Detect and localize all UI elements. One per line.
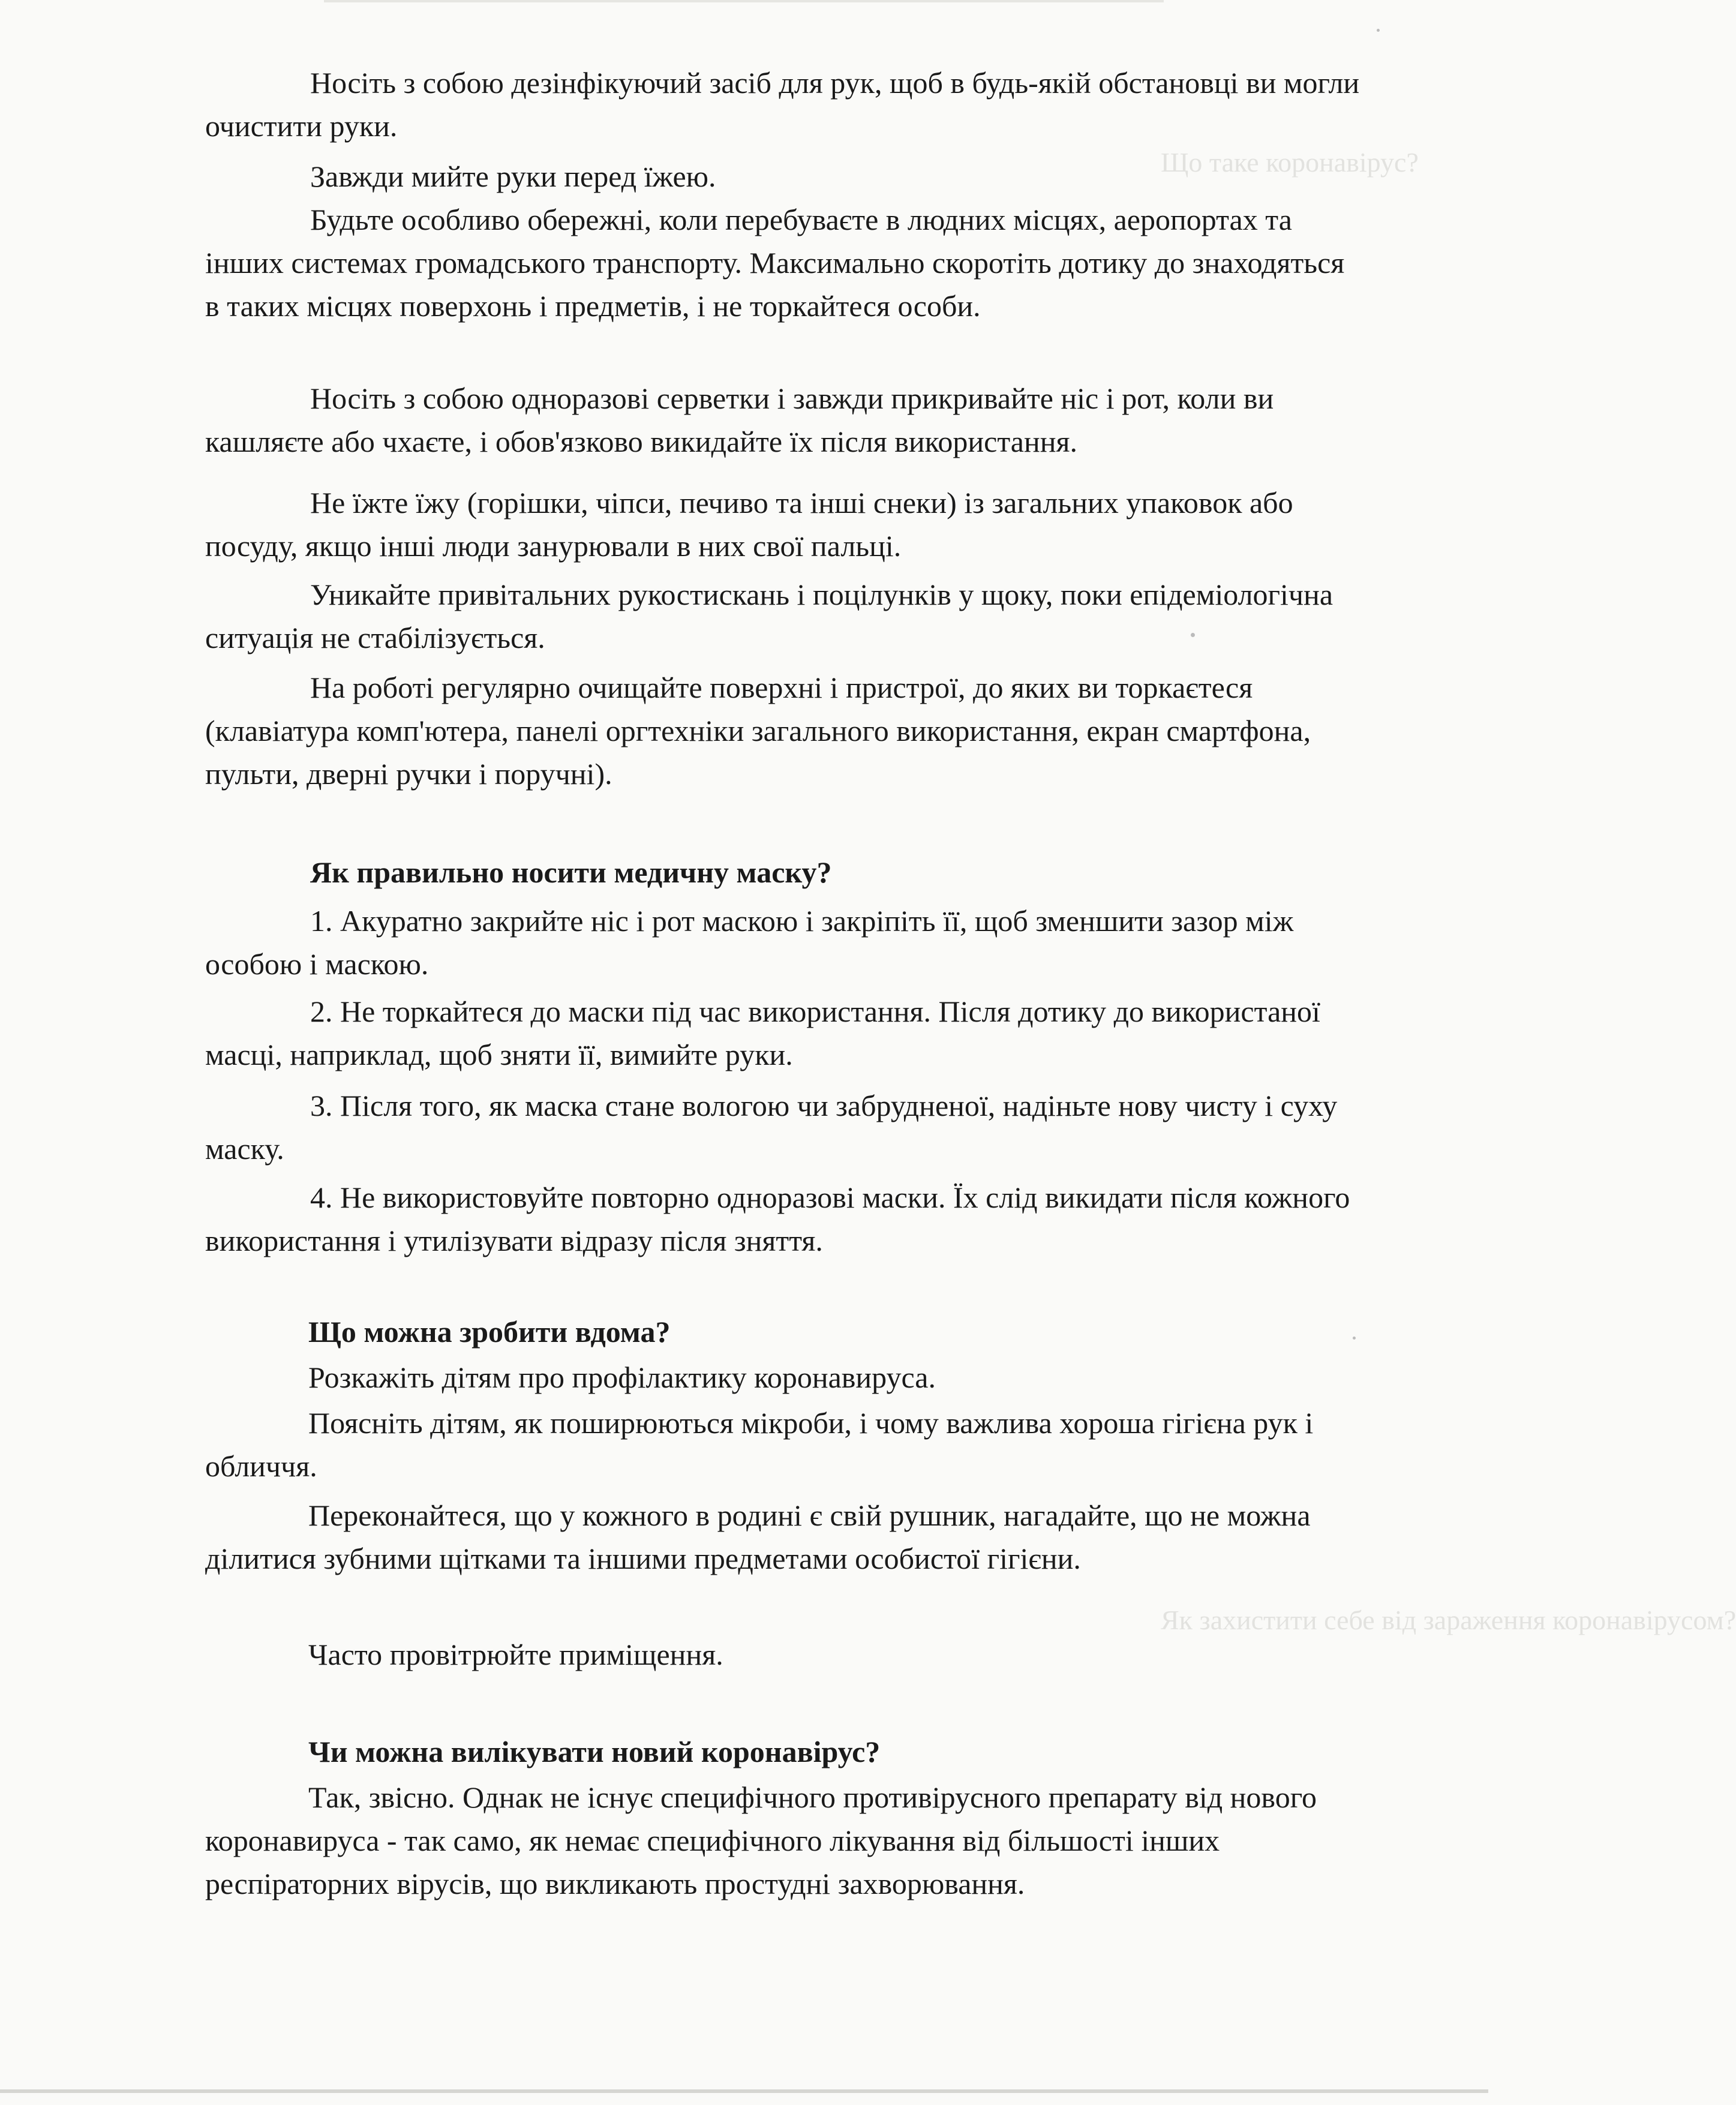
paragraph: Не їжте їжу (горішки, чіпси, печиво та інші снеки) із загальних упаковок або посуду, якщо інші люди занурювали в них свої пальці. [205,486,1293,563]
paragraph: Носіть з собою дезінфікуючий засіб для рук, щоб в будь-якій обстановці ви могли очистити руки. [205,66,1360,143]
section-heading-home: Що можна зробити вдома? [308,1315,671,1349]
cure-text: Так, звісно. Однак не існує специфічного противірусного препарату від нового коронавируса - так само, як немає специфічного лікування від більшості інших респіраторних вірусів, що викликають простудні захворювання. [205,1780,1317,1900]
section-heading-mask: Як правильно носити медичну маску? [310,855,832,889]
paragraph: На роботі регулярно очищайте поверхні і пристрої, до яких ви торкаєтеся (клавіатура комп'ютера, панелі оргтехніки загального використання, екран смартфона, пульти, дверні ручки і поручні). [205,671,1311,791]
mask-step: 4. Не використовуйте повторно одноразові маски. Їх слід викидати після кожного використання і утилізувати відразу після зняття. [205,1181,1350,1257]
paragraph: Носіть з собою одноразові серветки і завжди прикривайте ніс і рот, коли ви кашляєте або чхаєте, і обов'язково викидайте їх після використання. [205,382,1274,458]
paragraph: Будьте особливо обережні, коли перебуваєте в людних місцях, аеропортах та інших системах громадського транспорту. Максимально скоротіть дотику до знаходяться в таких місцях поверхонь і предметів, і не торкайтеся особи. [205,203,1345,323]
mask-step: 1. Акуратно закрийте ніс і рот маскою і закріпіть її, щоб зменшити зазор між особою і маскою. [205,904,1294,981]
bleed-through-text: Як захистити себе від зараження коронавірусом? [1161,1605,1736,1635]
mask-step: 3. Після того, як маска стане вологою чи забрудненої, надіньте нову чисту і суху маску. [205,1089,1338,1166]
paragraph: Завжди мийте руки перед їжею. [310,160,716,193]
bleed-through-text: Що таке коронавірус? [1161,147,1419,178]
home-item: Часто провітрюйте приміщення. [308,1638,723,1671]
scan-top-edge [324,0,1164,2]
home-item: Розкажіть дітям про профілактику коронавируса. [308,1361,936,1394]
mask-step: 2. Не торкайтеся до маски під час використання. Після дотику до використаної масці, наприклад, щоб зняти її, вимийте руки. [205,995,1320,1071]
home-item: Переконайтеся, що у кожного в родині є свій рушник, нагадайте, що не можна ділитися зубними щітками та іншими предметами особистої гігієни. [205,1499,1311,1575]
paragraph: Уникайте привітальних рукостискань і поцілунків у щоку, поки епідеміологічна ситуація не стабілізується. [205,578,1333,654]
section-heading-cure: Чи можна вилікувати новий коронавірус? [308,1735,881,1768]
home-item: Поясніть дітям, як поширюються мікроби, і чому важлива хороша гігієна рук і обличчя. [205,1406,1314,1483]
scan-bottom-edge [0,2089,1488,2093]
scan-dot [1377,29,1380,32]
